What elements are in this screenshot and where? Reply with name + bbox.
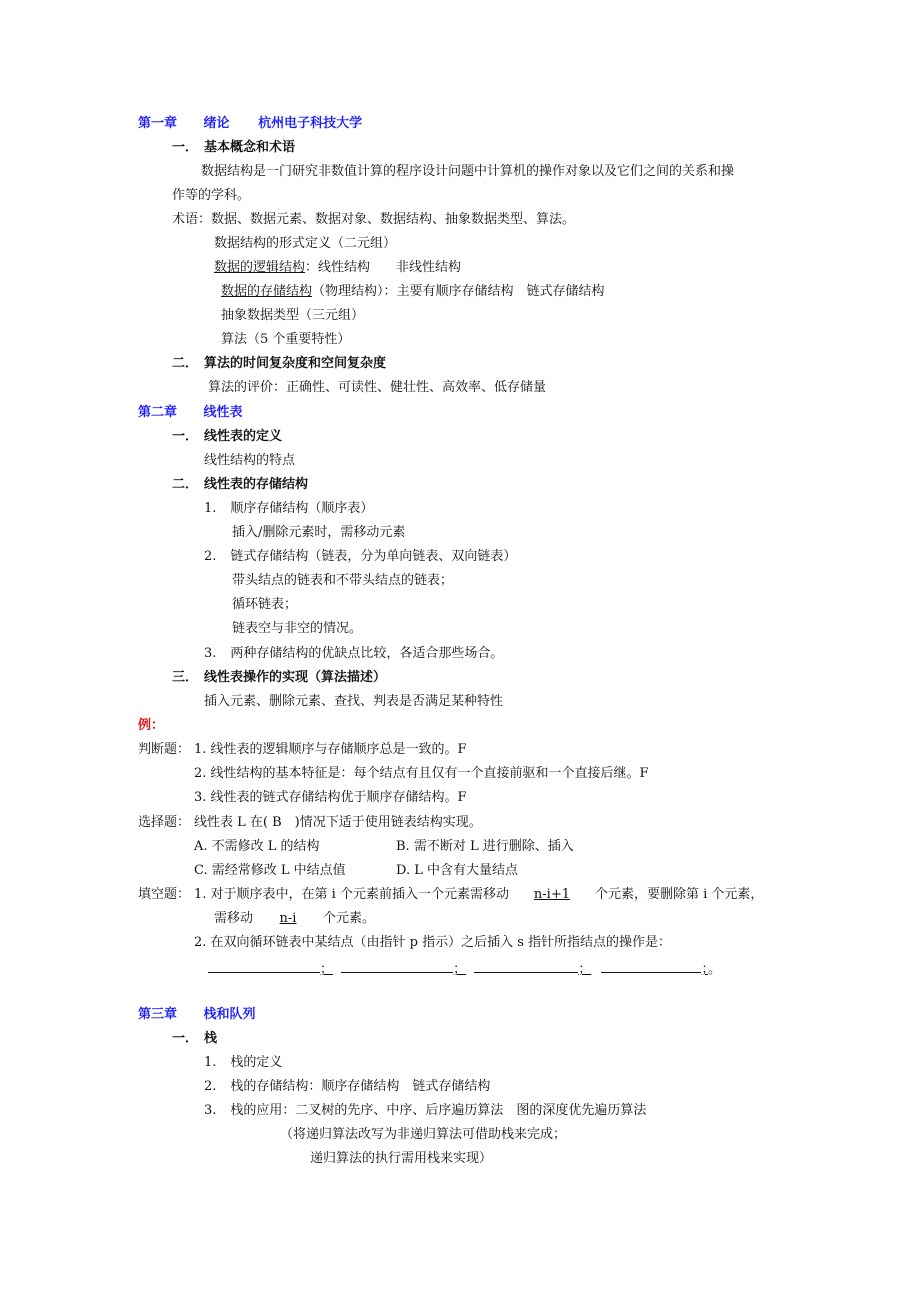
section-number: 一． [172,429,199,444]
fill-blank [601,958,701,973]
judge-question-2: 2. 线性结构的基本特征是：每个结点有且仅有一个直接前驱和一个直接后继。F [194,766,649,781]
choice-option-b: B. 需不断对 L 进行删除、插入 [396,839,574,854]
section-title: 算法的时间复杂度和空间复杂度 [204,356,387,371]
chapter-2-label: 第二章 [138,405,178,420]
section-title: 线性表操作的实现（算法描述） [204,670,387,685]
fill-question-1-line-2 [214,910,375,928]
c2-section-1-heading [172,428,282,446]
blank-separator: ； [701,962,708,977]
item-number: 1. [204,1055,217,1070]
item-number: 3. [204,1103,217,1118]
stack-item-2 [204,1078,490,1096]
judge-question-1: 1. 线性表的逻辑顺序与存储顺序总是一致的。F [194,742,467,757]
storage-structure-text: （物理结构）：主要有顺序存储结构 链式存储结构 [312,284,605,299]
chapter-1-heading [138,115,362,133]
section-number: 三． [172,670,199,685]
logical-structure-text: ：线性结构 非线性结构 [305,260,462,275]
stack-note-2: 递归算法的执行需用栈来实现） [310,1151,493,1166]
item-number: 2. [204,1079,217,1094]
fill-answer-2: n-i [279,911,297,926]
logical-structure-label: 数据的逻辑结构 [214,260,306,275]
judge-label: 判断题： [138,742,191,757]
item-text: 链式存储结构（链表，分为单向链表、双向链表） [230,549,517,564]
operations-line: 插入元素、删除元素、查找、判表是否满足某种特性 [204,694,504,709]
chapter-3-title: 栈和队列 [203,1007,256,1022]
choice-option-c: C. 需经常修改 L 中结点值 [194,863,346,878]
list-item-2-detail-a: 带头结点的链表和不带头结点的链表； [232,573,454,588]
definition-line-2: 作等的学科。 [172,188,251,203]
section-title: 线性表的定义 [204,429,283,444]
item-number: 2. [204,549,217,564]
item-text: 顺序存储结构（顺序表） [230,501,374,516]
chapter-1-label: 第一章 [138,116,178,131]
c2-section-2-heading [172,476,308,494]
list-item-2 [204,548,516,566]
fill-question-1-line-1 [194,886,763,904]
definition-line-1: 数据结构是一门研究非数值计算的程序设计问题中计算机的操作对象以及它们之间的关系和操 [201,164,735,179]
list-item-1 [204,500,373,518]
choice-option-a: A. 不需修改 L 的结构 [194,839,320,854]
blank-separator: ； [578,962,592,977]
fill-blank [341,958,453,973]
fill-label: 填空题： [138,887,191,902]
chapter-1-title: 绪论 [203,116,230,131]
list-item-1-detail: 插入/删除元素时，需移动元素 [232,525,406,540]
chapter-2-heading [138,404,243,422]
choice-option-d: D. L 中含有大量结点 [396,863,518,878]
fill-question-text: 1. 对于顺序表中，在第 i 个元素前插入一个元素需移动 [194,887,509,902]
fill-question-text: 个元素。 [323,911,376,926]
item-number: 1. [204,501,217,516]
c3-section-1-heading [172,1030,217,1048]
chapter-3-heading [138,1006,256,1024]
blank-end: 。 [707,962,721,977]
section-1-heading [172,139,295,157]
terms-line: 术语：数据、数据元素、数据对象、数据结构、抽象数据类型、算法。 [172,212,576,227]
judge-question-3: 3. 线性表的链式存储结构优于顺序存储结构。F [194,790,467,805]
fill-question-text: 需移动 [214,911,254,926]
logical-structure-line [214,259,461,277]
item-number: 3. [204,646,217,661]
section-title: 栈 [204,1031,218,1046]
school-name: 杭州电子科技大学 [258,116,363,131]
section-title: 线性表的存储结构 [204,477,309,492]
section-2-heading [172,355,386,373]
choice-label: 选择题： [138,815,191,830]
fill-blanks-row [208,958,721,979]
adt-line: 抽象数据类型（三元组） [221,308,365,323]
formal-definition: 数据结构的形式定义（二元组） [214,236,397,251]
algorithm-evaluation: 算法的评价：正确性、可读性、健壮性、高效率、低存储量 [208,380,547,395]
fill-blank [474,958,578,973]
algorithm-line: 算法（5 个重要特性） [221,332,351,347]
item-text: 栈的存储结构：顺序存储结构 链式存储结构 [230,1079,491,1094]
fill-question-text: 个元素，要删除第 i 个元素， [594,887,764,902]
c2-section-3-heading [172,669,386,687]
chapter-2-title: 线性表 [203,405,243,420]
fill-answer-1: n-i+1 [533,887,571,902]
stack-item-1 [204,1054,282,1072]
linear-structure-features: 线性结构的特点 [204,453,296,468]
section-number: 二． [172,356,199,371]
section-number: 二． [172,477,199,492]
choice-question: 线性表 L 在( B )情况下适于使用链表结构实现。 [194,815,482,830]
blank-separator: ； [453,962,467,977]
example-label: 例： [138,718,165,733]
list-item-2-detail-c: 链表空与非空的情况。 [232,621,363,636]
list-item-3 [204,645,503,663]
list-item-2-detail-b: 循环链表； [232,597,298,612]
item-text: 栈的应用：二叉树的先序、中序、后序遍历算法 图的深度优先遍历算法 [230,1103,647,1118]
item-text: 两种存储结构的优缺点比较，各适合那些场合。 [230,646,504,661]
section-number: 一． [172,140,199,155]
section-title: 基本概念和术语 [204,140,296,155]
item-text: 栈的定义 [230,1055,283,1070]
stack-note-1: （将递归算法改写为非递归算法可借助栈来完成； [280,1127,567,1142]
chapter-3-label: 第三章 [138,1007,178,1022]
storage-structure-line [221,283,605,301]
blank-separator: ； [320,962,334,977]
storage-structure-label: 数据的存储结构 [221,284,313,299]
section-number: 一． [172,1031,199,1046]
stack-item-3 [204,1102,646,1120]
fill-question-2: 2. 在双向循环链表中某结点（由指针 p 指示）之后插入 s 指针所指结点的操作是： [194,935,672,950]
fill-blank [208,958,320,973]
